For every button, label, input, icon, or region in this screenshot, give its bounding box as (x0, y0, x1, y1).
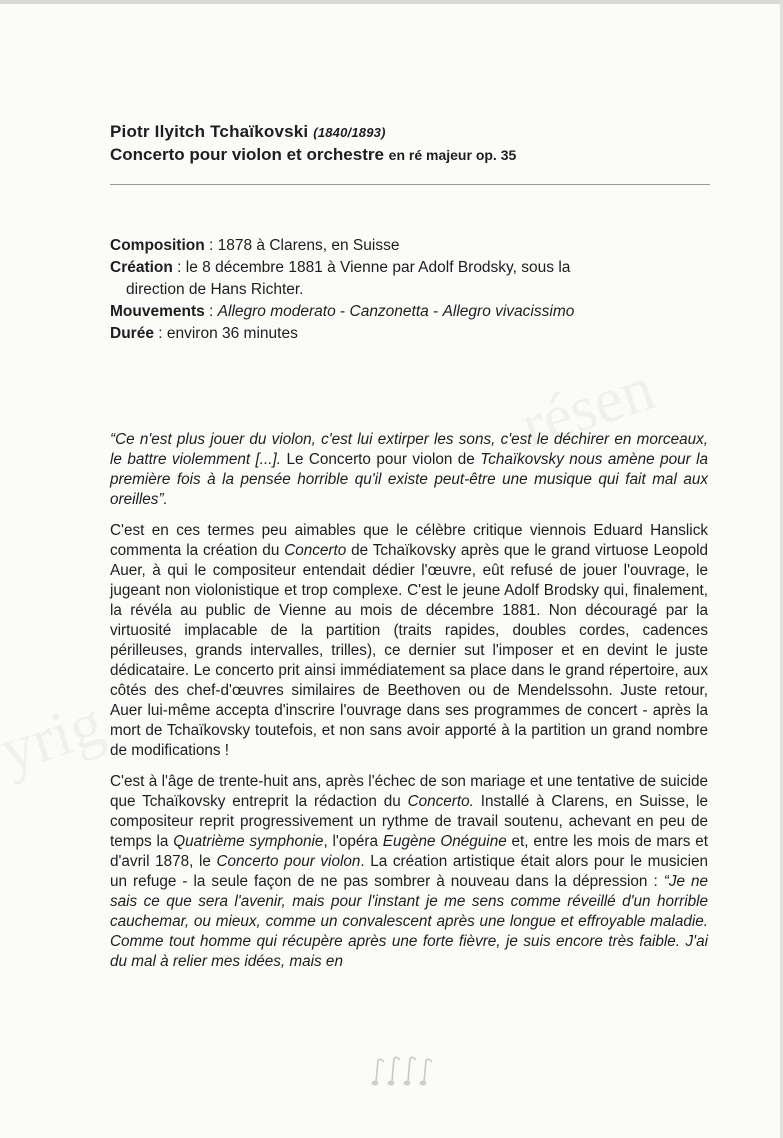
composition-label: Composition (110, 237, 205, 254)
creation-row (110, 257, 670, 279)
creation-value: : le 8 décembre 1881 à Vienne par Adolf Brodsky, sous la (172, 259, 571, 276)
duration-row (110, 323, 670, 345)
para3-text-1: C'est à l'âge de trente-huit ans, après l'échec de son mariage et une tentative de suicide que Tchaïkovsky entreprit la rédaction du (110, 773, 708, 810)
composer-line (110, 122, 710, 142)
para3-text-4: et, entre les mois de mars et d'avril 1878, le (110, 833, 708, 870)
composer-dates: (1840/1893) (313, 125, 386, 140)
para2-concerto: Concerto (284, 542, 347, 559)
movement-2: Canzonetta (349, 303, 429, 320)
duration-label: Durée (110, 325, 154, 342)
movements-label: Mouvements (110, 303, 205, 320)
page-edge-top (0, 0, 783, 4)
work-line (110, 145, 710, 165)
para2-text-1: C'est en ces termes peu aimables que le célèbre critique viennois Eduard Hanslick commenta la création du (110, 522, 708, 559)
copyright-watermark-left (0, 686, 112, 788)
para3-text-5: . La création artistique était alors pour le musicien un refuge - la seule façon de ne pas sombrer à nouveau dans la dépression : (110, 853, 708, 890)
para3-quote: “Je ne sais ce que sera l'avenir, mais pour l'instant je me sens comme réveillé d'un horrible cauchemar, ou mieux, comme un convalescent après une longue et effroyable maladie. Comme tout homme qui récupère après une forte fièvre, je suis encore très faible. J'ai du mal à relier mes idées, mais en (110, 873, 708, 970)
movement-dash-2: - (428, 303, 443, 320)
quote-part-3: Tchaïkovsky nous amène pour la première fois à la pensée horrible qu'il existe peut-être une musique qui fait mal aux oreilles”. (110, 451, 709, 508)
para3-quatrieme: Quatrième symphonie (173, 833, 324, 850)
movements-row (110, 301, 670, 323)
quote-part-2: Le Concerto pour violon de (286, 451, 481, 468)
movement-dash-1: - (335, 303, 350, 320)
work-facts (110, 235, 670, 345)
composer-name: Piotr Ilyitch Tchaïkovski (110, 122, 309, 141)
creation-label: Création (110, 259, 173, 276)
creation-row-continued: direction de Hans Richter. (126, 281, 304, 298)
quote-part-1: “Ce n'est plus jouer du violon, c'est lui extirper les sons, c'est le déchirer en morceaux, le battre violemment [...]. (110, 431, 708, 468)
composition-value: : 1878 à Clarens, en Suisse (204, 237, 400, 254)
movement-3: Allegro vivacissimo (442, 303, 575, 320)
work-key: en ré majeur op. 35 (388, 147, 517, 163)
program-note-body (110, 430, 708, 983)
program-note-header (110, 122, 710, 165)
hanslick-quote (110, 430, 708, 510)
composition-row (110, 235, 670, 257)
duration-value: : environ 36 minutes (153, 325, 298, 342)
movement-1: Allegro moderato (217, 303, 336, 320)
header-divider (110, 184, 710, 185)
para3-text-2: Installé à Clarens, en Suisse, le compositeur reprit progressivement un rythme de travail soutenu, achevant en peu de temps la (110, 793, 708, 850)
para2-text-2: de Tchaïkovsky après que le grand virtuose Leopold Auer, à qui le compositeur entendait dédier l'œuvre, eût refusé de jouer l'ouvrage, le jugeant non violonistique et trop complexe. C'est le jeune Adolf Brodsky qui, finalement, la révéla au public de Vienne au mois de décembre 1881. Non découragé par la virtuosité implacable de la partition (traits rapides, doubles cordes, cadences périlleuses, grands intervalles, trilles), ce dernier sut l'imposer et en devint le juste dédicataire. Le concerto prit ainsi immédiatement sa place dans le grand répertoire, aux côtés des chef-d'œuvres similaires de Beethoven ou de Mendelssohn. Juste retour, Auer lui-même accepta d'inscrire l'ouvrage dans ses programmes de concert - après la mort de Tchaïkovsky toutefois, et non sans avoir apporté à la partition un grand nombre de modifications ! (110, 542, 708, 759)
para3-concerto-violon: Concerto pour violon (216, 853, 361, 870)
work-title: Concerto pour violon et orchestre (110, 145, 384, 164)
para3-text-3: , l'opéra (323, 833, 383, 850)
para3-concerto: Concerto. (407, 793, 474, 810)
para3-onegin: Eugène Onéguine (382, 833, 507, 850)
music-notes-icon (368, 1052, 440, 1092)
paragraph-premiere (110, 521, 708, 761)
movements-separator: : (204, 303, 218, 320)
paragraph-composition (110, 772, 708, 972)
